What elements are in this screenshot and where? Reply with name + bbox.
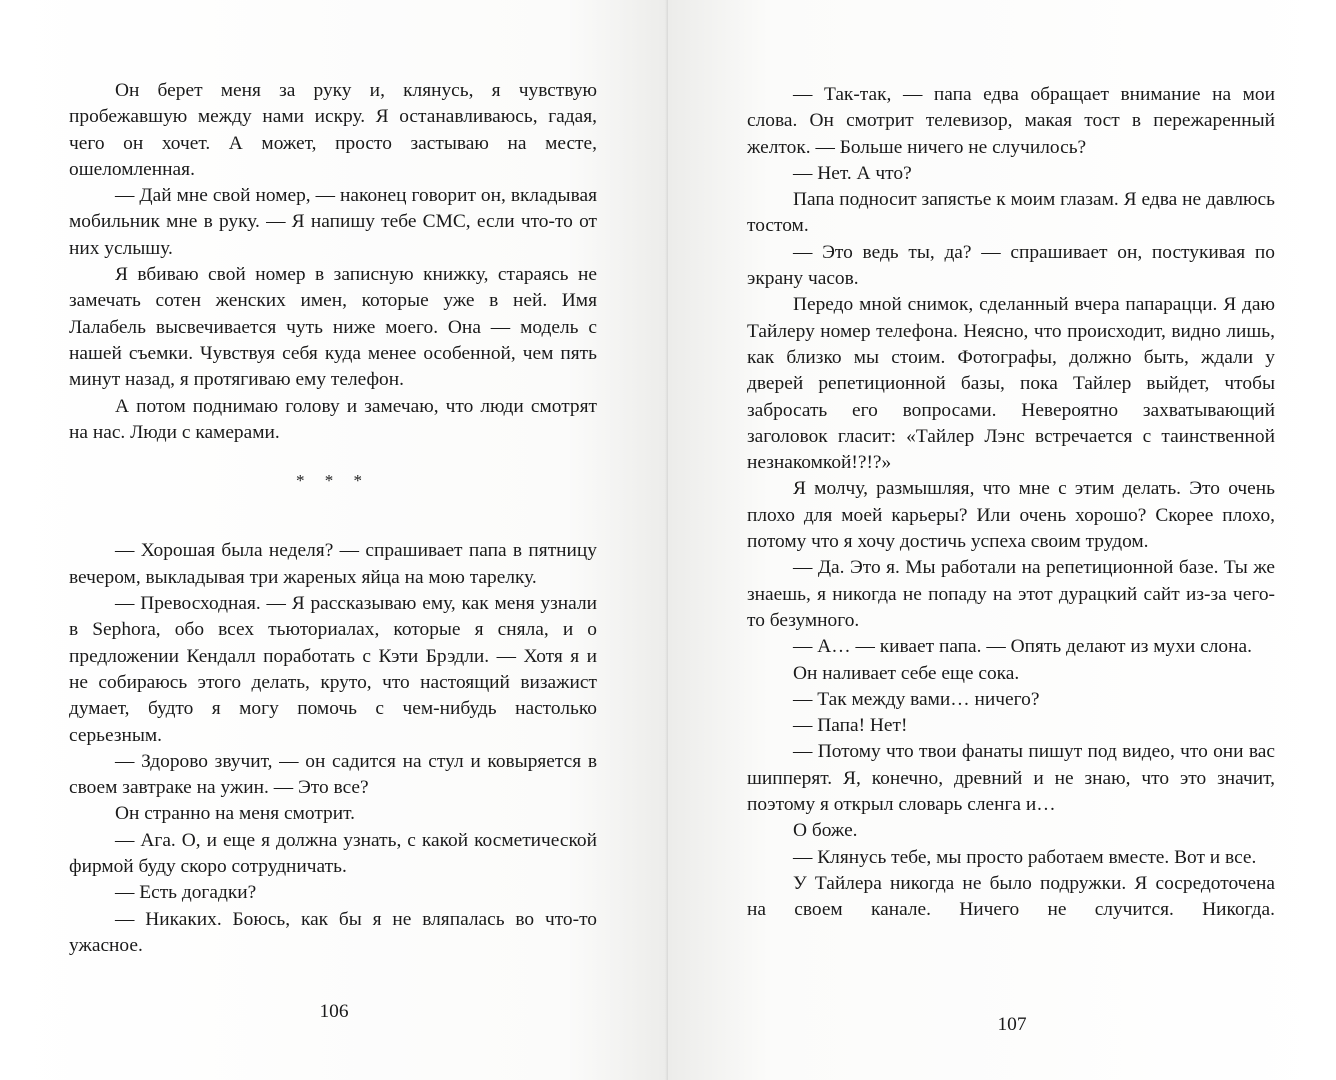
paragraph: — Папа! Нет! xyxy=(793,715,908,737)
paragraph: У Тайлера никогда не было подружки. Я сосредоточена на своем канале. Ничего не случится. Никогда. xyxy=(747,872,1275,921)
paragraph: — Так-так, — папа едва обращает внимание на мои слова. Он смотрит телевизор, макая тост в пережаренный желток. — Больше ничего не случилось? xyxy=(747,84,1275,158)
paragraph: Я молчу, размышляя, что мне с этим делать. Это очень плохо для моей карьеры? Или очень хорошо? Скорее плохо, потому что я хочу достичь успеха своим трудом. xyxy=(747,478,1275,553)
paragraph: — Нет. А что? xyxy=(793,162,912,184)
paragraph: — Превосходная. — Я рассказываю ему, как меня узнали в Sephora, обо всех тьюториалах, которые я сняла, и о предложении Кендалл поработать с Кэти Брэдли. — Хотя я и не собираюсь этого делать, круто, что настоящий визажист думает, будто я могу помочь с чем-нибудь настолько серьезным. xyxy=(69,593,597,746)
left-page-text xyxy=(69,78,597,959)
paragraph: О боже. xyxy=(793,820,858,842)
paragraph: — Клянусь тебе, мы просто работаем вместе. Вот и все. xyxy=(793,846,1257,868)
paragraph: — Здорово звучит, — он садится на стул и ковыряется в своем завтраке на ужин. — Это все? xyxy=(69,750,597,799)
paragraph: Передо мной снимок, сделанный вчера папарацци. Я даю Тайлеру номер телефона. Неясно, что происходит, видно лишь, как близко мы стоим. Фотографы, должно быть, ждали у дверей репетиционной базы, пока Тайлер выйдет, чтобы забросать его вопросами. Невероятно захватывающий заголовок гласит: «Тайлер Лэнс встречается с таинственной незнакомкой!?!?» xyxy=(747,294,1275,474)
section-separator: * * * xyxy=(296,471,370,491)
paragraph: — Так между вами… ничего? xyxy=(793,688,1040,710)
page-number-left: 106 xyxy=(319,1001,349,1022)
paragraph: Я вбиваю свой номер в записную книжку, стараясь не замечать сотен женских имен, которые уже в ней. Имя Лалабель высвечивается чуть ниже моего. Она — модель с нашей съемки. Чувствуя себя куда менее особенной, чем пять минут назад, я протягиваю ему телефон. xyxy=(69,264,597,391)
paragraph: — Дай мне свой номер, — наконец говорит он, вкладывая мобильник мне в руку. — Я напишу тебе СМС, если что-то от них услышу. xyxy=(69,185,597,259)
paragraph: Папа подносит запястье к моим глазам. Я едва не давлюсь тостом. xyxy=(747,189,1275,237)
paragraph: — Хорошая была неделя? — спрашивает папа в пятницу вечером, выкладывая три жареных яйца на мою тарелку. xyxy=(69,540,597,588)
paragraph: Он берет меня за руку и, клянусь, я чувствую пробежавшую между нами искру. Я останавливаюсь, гадая, чего он хочет. А может, просто застываю на месте, ошеломленная. xyxy=(69,80,597,180)
paragraph: — Да. Это я. Мы работали на репетиционной базе. Ты же знаешь, я никогда не попаду на этот дурацкий сайт из-за чего-то безумного. xyxy=(747,557,1275,631)
right-page xyxy=(668,0,1336,1080)
paragraph: А потом поднимаю голову и замечаю, что люди смотрят на нас. Люди с камерами. xyxy=(69,395,597,443)
paragraph: — А… — кивает папа. — Опять делают из мухи слона. xyxy=(793,636,1252,658)
paragraph: — Потому что твои фанаты пишут под видео, что они вас шипперят. Я, конечно, древний и не знаю, что это значит, поэтому я открыл словарь сленга и… xyxy=(747,741,1275,816)
page-number-right: 107 xyxy=(997,1014,1027,1035)
paragraph: Он наливает себе еще сока. xyxy=(793,662,1020,684)
paragraph: — Ага. О, и еще я должна узнать, с какой косметической фирмой буду скоро сотрудничать. xyxy=(69,829,597,878)
paragraph: — Это ведь ты, да? — спрашивает он, постукивая по экрану часов. xyxy=(747,241,1275,290)
paragraph: — Никаких. Боюсь, как бы я не вляпалась во что-то ужасное. xyxy=(69,908,597,956)
paragraph: Он странно на меня смотрит. xyxy=(115,803,355,825)
paragraph: — Есть догадки? xyxy=(115,882,257,904)
right-page-text xyxy=(747,82,1275,924)
